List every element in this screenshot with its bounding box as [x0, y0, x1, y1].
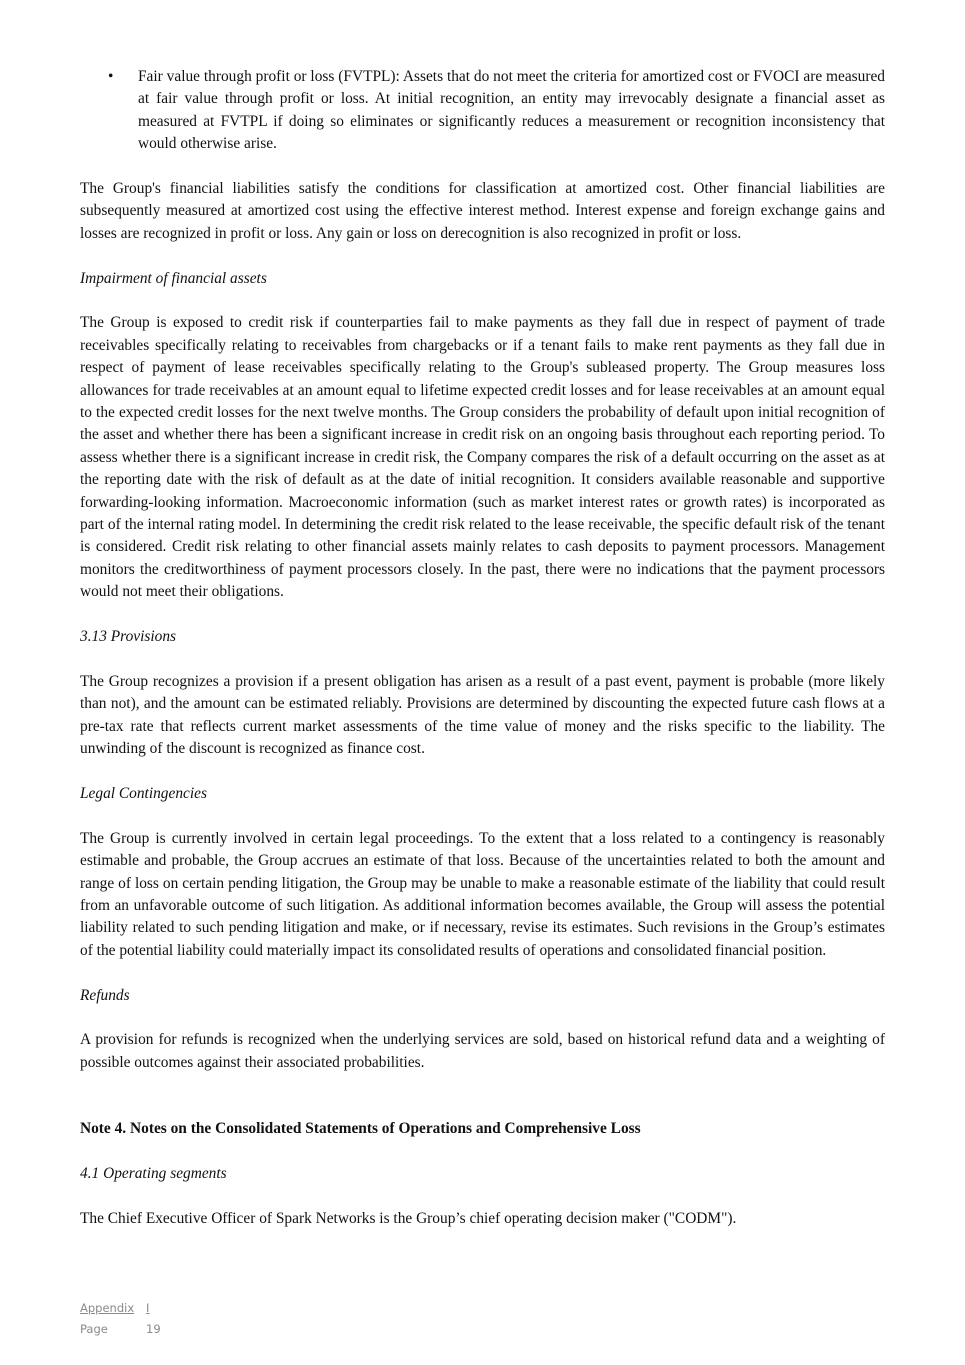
footer-page-label: Page [80, 1322, 108, 1336]
legal-contingencies-paragraph: The Group is currently involved in certain legal proceedings. To the extent that a loss related to a contingency is reasonably estimable and probable, the Group accrues an estimate of that loss. Because of the uncertainties related to both the amount and range of loss on certain pending litigation, the Group may be unable to make a reasonable estimate of the liability that could result from an unfavorable outcome of such litigation. As additional information becomes available, the Group will assess the potential liability related to such pending litigation and make, or if necessary, revise its estimates. Such revisions in the Group’s estimates of the potential liability could materially impact its consolidated results of operations and consolidated financial position. [80, 829, 885, 959]
footer-appendix-label: Appendix [80, 1301, 135, 1315]
page-footer [80, 1298, 161, 1340]
operating-segments-heading: 4.1 Operating segments [80, 1164, 227, 1182]
footer-appendix-row [80, 1298, 161, 1319]
provisions-heading: 3.13 Provisions [80, 628, 177, 646]
impairment-heading: Impairment of financial assets [80, 269, 267, 287]
note-4-heading: Note 4. Notes on the Consolidated Statements of Operations and Comprehensive Loss [80, 1120, 641, 1138]
footer-page-number: 19 [146, 1322, 161, 1336]
impairment-paragraph: The Group is exposed to credit risk if counterparties fail to make payments as they fall due in respect of payment of trade receivables specifically relating to receivables from chargebacks or if a tenant fails to make rent payments as they fall due in respect of payment of lease receivables specifically relating to the Group's subleased property. The Group measures loss allowances for trade receivables at an amount equal to lifetime expected credit losses and for lease receivables at an amount equal to the expected credit losses for the next twelve months. The Group considers the probability of default upon initial recognition of the asset and whether there has been a significant increase in credit risk on an ongoing basis throughout each reporting period. To assess whether there is a significant increase in credit risk, the Company compares the risk of a default occurring on the asset as at the reporting date with the risk of default as at the date of initial recognition. It considers available reasonable and supportive forwarding-looking information. Macroeconomic information (such as market interest rates or growth rates) is incorporated as part of the internal rating model. In determining the credit risk related to the lease receivable, the specific default risk of the tenant is considered. Credit risk relating to other financial assets mainly relates to cash deposits to payment processors. Management monitors the creditworthiness of payment processors closely. In the past, there were no indications that the payment processors would not meet their obligations. [80, 314, 885, 601]
liabilities-paragraph: The Group's financial liabilities satisfy the conditions for classification at amortized cost. Other financial liabilities are subsequently measured at amortized cost using the effective interest method. Interest expense and foreign exchange gains and losses are recognized in profit or loss. Any gain or loss on derecognition is also recognized in profit or loss. [80, 180, 885, 242]
footer-appendix-value: I [146, 1301, 150, 1315]
provisions-paragraph: The Group recognizes a provision if a present obligation has arisen as a result of a past event, payment is probable (more likely than not), and the amount can be estimated reliably. Provisions are determined by discounting the expected future cash flows at a pre-tax rate that reflects current market assessments of the time value of money and the risks specific to the liability. The unwinding of the discount is recognized as finance cost. [80, 672, 885, 758]
footer-page-row [80, 1319, 161, 1340]
legal-contingencies-heading: Legal Contingencies [80, 784, 207, 802]
refunds-heading: Refunds [80, 986, 130, 1004]
operating-segments-paragraph: The Chief Executive Officer of Spark Networks is the Group’s chief operating decision maker ("CODM"). [80, 1209, 737, 1227]
bullet-text: Fair value through profit or loss (FVTPL): Assets that do not meet the criteria for amortized cost or FVOCI are measured at fair value through profit or loss. At initial recognition, an entity may irrevocably designate a financial asset as measured at FVTPL if doing so eliminates or significantly reduces a measurement or recognition inconsistency that would otherwise arise. [138, 68, 885, 153]
document-page [80, 66, 885, 1230]
bullet-mark: • [108, 68, 114, 85]
refunds-paragraph: A provision for refunds is recognized when the underlying services are sold, based on historical refund data and a weighting of possible outcomes against their associated probabilities. [80, 1031, 885, 1071]
bullet-item-fvtpl [80, 66, 885, 156]
